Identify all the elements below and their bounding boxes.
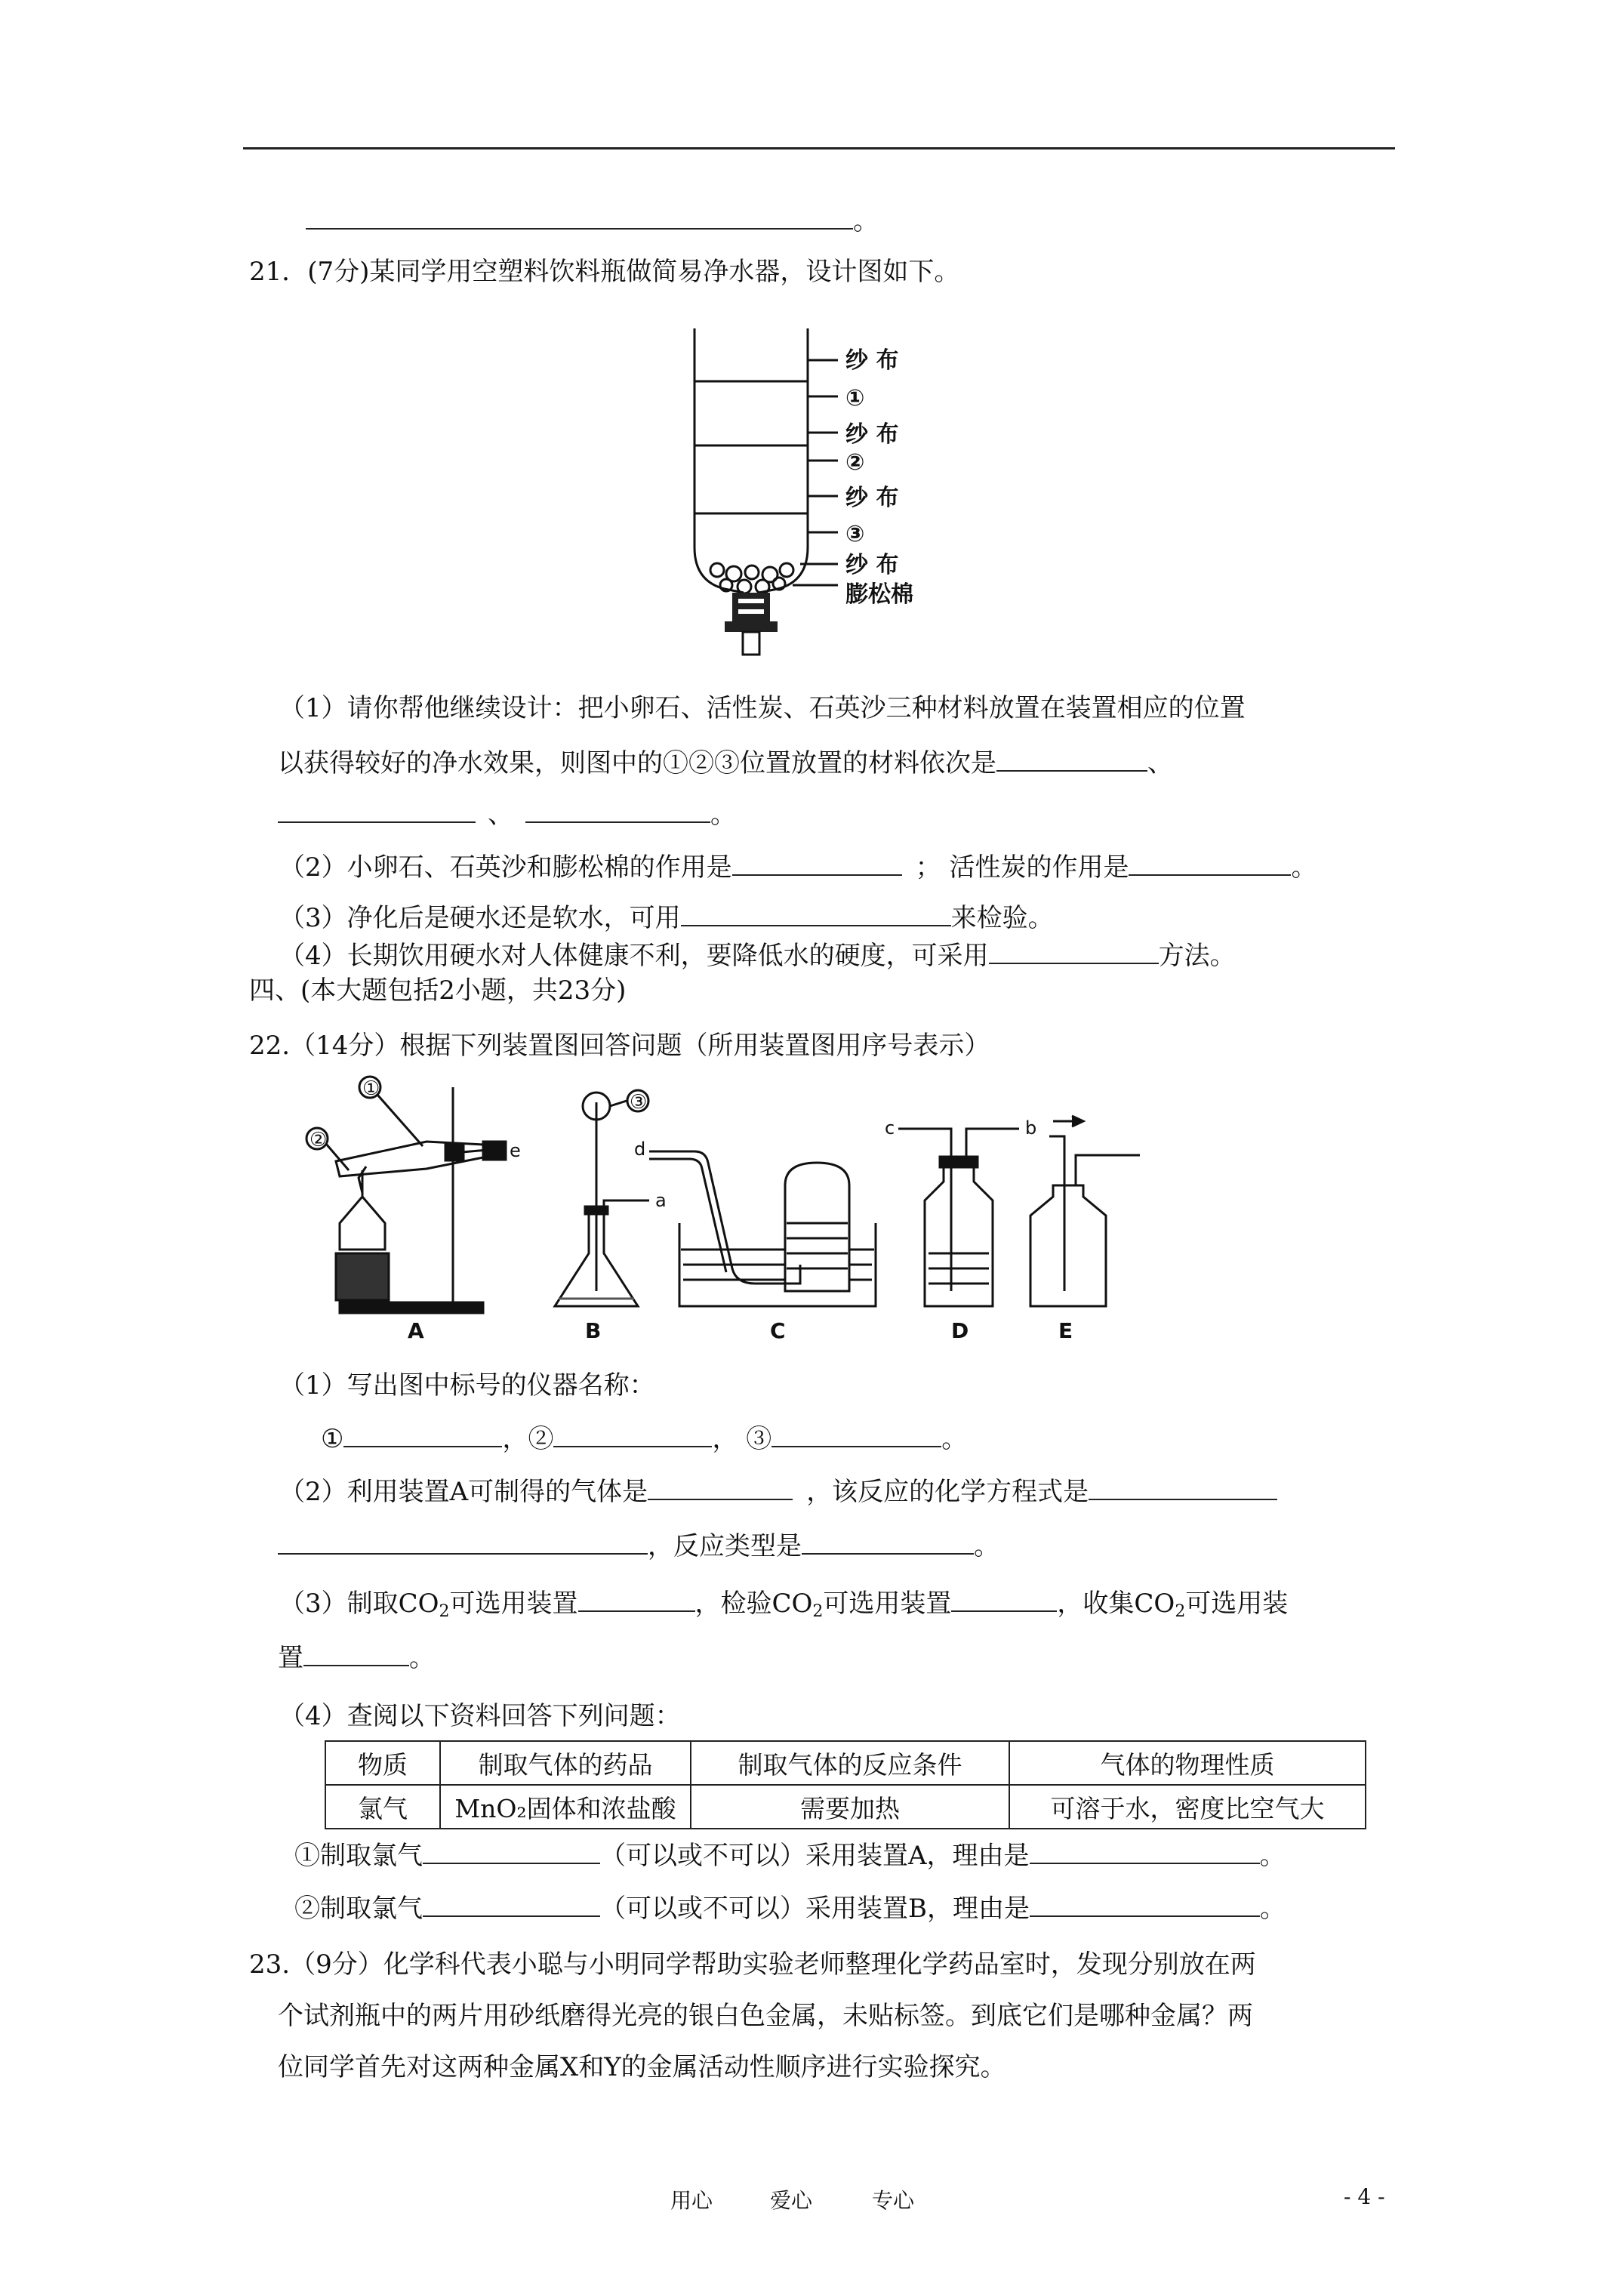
q22-sub2-line2: ，反应类型是 。 (278, 1530, 999, 1562)
marker-2: ② (310, 1129, 328, 1151)
answer-blank[interactable] (525, 799, 710, 823)
q21-sub4: （4）长期饮用硬水对人体健康不利，要降低水的硬度，可采用 方法。 (279, 941, 1236, 971)
port-b: b (1025, 1117, 1037, 1139)
answer-blank[interactable] (648, 1476, 793, 1500)
answer-blank[interactable] (1030, 1840, 1260, 1864)
port-a: a (655, 1190, 667, 1211)
answer-blank[interactable] (681, 902, 951, 926)
port-c: c (885, 1117, 895, 1139)
figure-label: 纱 布 (845, 552, 899, 578)
q22-sub2-line1: （2）利用装置A可制得的气体是 ，该反应的化学方程式是 (279, 1476, 1277, 1508)
table-row (325, 1785, 1366, 1829)
footer-right: 专心 (872, 2188, 915, 2213)
answer-blank[interactable] (303, 1642, 409, 1666)
answer-blank[interactable] (996, 747, 1147, 772)
figure-label: ② (845, 449, 865, 476)
q23-line1: 23.（9分）化学科代表小聪与小明同学帮助实验老师整理化学药品室时，发现分别放在两 (249, 1949, 1256, 1980)
table-header-cell: 制取气体的药品 (440, 1741, 691, 1785)
q22-sub4-q1: ①制取氯气 （可以或不可以）采用装置A，理由是 。 (294, 1841, 1286, 1871)
table-cell: MnO₂固体和浓盐酸 (440, 1785, 691, 1829)
q23-line2: 个试剂瓶中的两片用砂纸磨得光亮的银白色金属，未贴标签。到底它们是哪种金属？两 (278, 2001, 1253, 2031)
answer-blank[interactable] (771, 1423, 941, 1447)
reference-table (325, 1740, 1366, 1829)
marker-3: ③ (630, 1091, 648, 1114)
apparatus-figure (294, 1072, 1163, 1344)
answer-blank[interactable] (1030, 1893, 1260, 1917)
apparatus-label-c: C (770, 1318, 786, 1343)
figure-label: ③ (845, 521, 865, 547)
answer-blank[interactable] (553, 1423, 712, 1447)
answer-blank[interactable] (423, 1840, 600, 1864)
q23-line3: 位同学首先对这两种金属X和Y的金属活动性顺序进行实验探究。 (278, 2052, 1006, 2082)
q22-heading: 22.（14分）根据下列装置图回答问题（所用装置图用序号表示） (249, 1031, 990, 1061)
table-header-cell: 物质 (325, 1741, 440, 1785)
q21-sub1-line1: （1）请你帮他继续设计：把小卵石、活性炭、石英沙三种材料放置在装置相应的位置 (279, 693, 1246, 723)
q21-sub1-line2: 以获得较好的净水效果，则图中的①②③位置放置的材料依次是 、 (278, 748, 1173, 778)
answer-blank[interactable] (951, 1588, 1057, 1612)
figure-label: 纱 布 (845, 485, 899, 511)
answer-blank[interactable] (306, 205, 853, 230)
footer-left: 用心 (670, 2188, 713, 2213)
q21-heading: 21．(7分)某同学用空塑料饮料瓶做简易净水器，设计图如下。 (249, 257, 960, 287)
table-cell: 可溶于水，密度比空气大 (1009, 1785, 1366, 1829)
answer-blank[interactable] (278, 799, 476, 823)
figure-label: 纱 布 (845, 347, 899, 374)
table-header-cell: 气体的物理性质 (1009, 1741, 1366, 1785)
q22-sub3-line2: 置 。 (278, 1643, 435, 1673)
q22-sub1: （1）写出图中标号的仪器名称： (279, 1370, 655, 1401)
figure-label: 膨松棉 (845, 581, 913, 608)
footer-middle: 爱心 (770, 2188, 813, 2213)
header-rule (243, 147, 1395, 149)
table-header-cell: 制取气体的反应条件 (691, 1741, 1009, 1785)
figure-label: 纱 布 (845, 421, 899, 448)
answer-blank[interactable] (1129, 852, 1291, 876)
q22-sub1-blanks: ① ，② ， ③ 。 (321, 1424, 968, 1454)
q21-sub1-line3: 、 。 (278, 799, 736, 831)
apparatus-label-b: B (585, 1318, 602, 1343)
table-cell: 需要加热 (691, 1785, 1009, 1829)
answer-blank[interactable] (578, 1588, 695, 1612)
q22-sub3-line1: （3）制取$CO_2$可选用装置 ，检验$CO_2$可选用装置 ，收集$CO_2$可选用装 (279, 1589, 1289, 1621)
q21-sub3: （3）净化后是硬水还是软水，可用 来检验。 (279, 903, 1054, 933)
carryover-line: 。 (306, 205, 879, 237)
answer-blank[interactable] (989, 940, 1159, 964)
water-purifier-figure (679, 321, 966, 661)
section-heading: 四、(本大题包括2小题，共23分) (249, 975, 627, 1006)
answer-blank[interactable] (802, 1530, 974, 1555)
table-header-row (325, 1741, 1366, 1785)
apparatus-label-d: D (951, 1318, 969, 1343)
answer-blank[interactable] (423, 1893, 600, 1917)
apparatus-label-a: A (408, 1318, 424, 1343)
page-number: - 4 - (1344, 2184, 1385, 2209)
figure-label: ① (845, 385, 865, 411)
q22-sub4: （4）查阅以下资料回答下列问题： (279, 1701, 681, 1731)
answer-blank[interactable] (278, 1530, 648, 1555)
answer-blank[interactable] (1089, 1476, 1277, 1500)
apparatus-label-e: E (1058, 1318, 1073, 1343)
port-d: d (634, 1139, 646, 1160)
marker-1: ① (362, 1077, 380, 1100)
answer-blank[interactable] (732, 852, 902, 876)
answer-blank[interactable] (343, 1423, 502, 1447)
q21-sub2: （2）小卵石、石英沙和膨松棉的作用是 ； 活性炭的作用是 。 (279, 852, 1317, 883)
table-cell: 氯气 (325, 1785, 440, 1829)
port-e: e (510, 1140, 521, 1161)
q22-sub4-q2: ②制取氯气 （可以或不可以）采用装置B，理由是 。 (294, 1894, 1286, 1924)
